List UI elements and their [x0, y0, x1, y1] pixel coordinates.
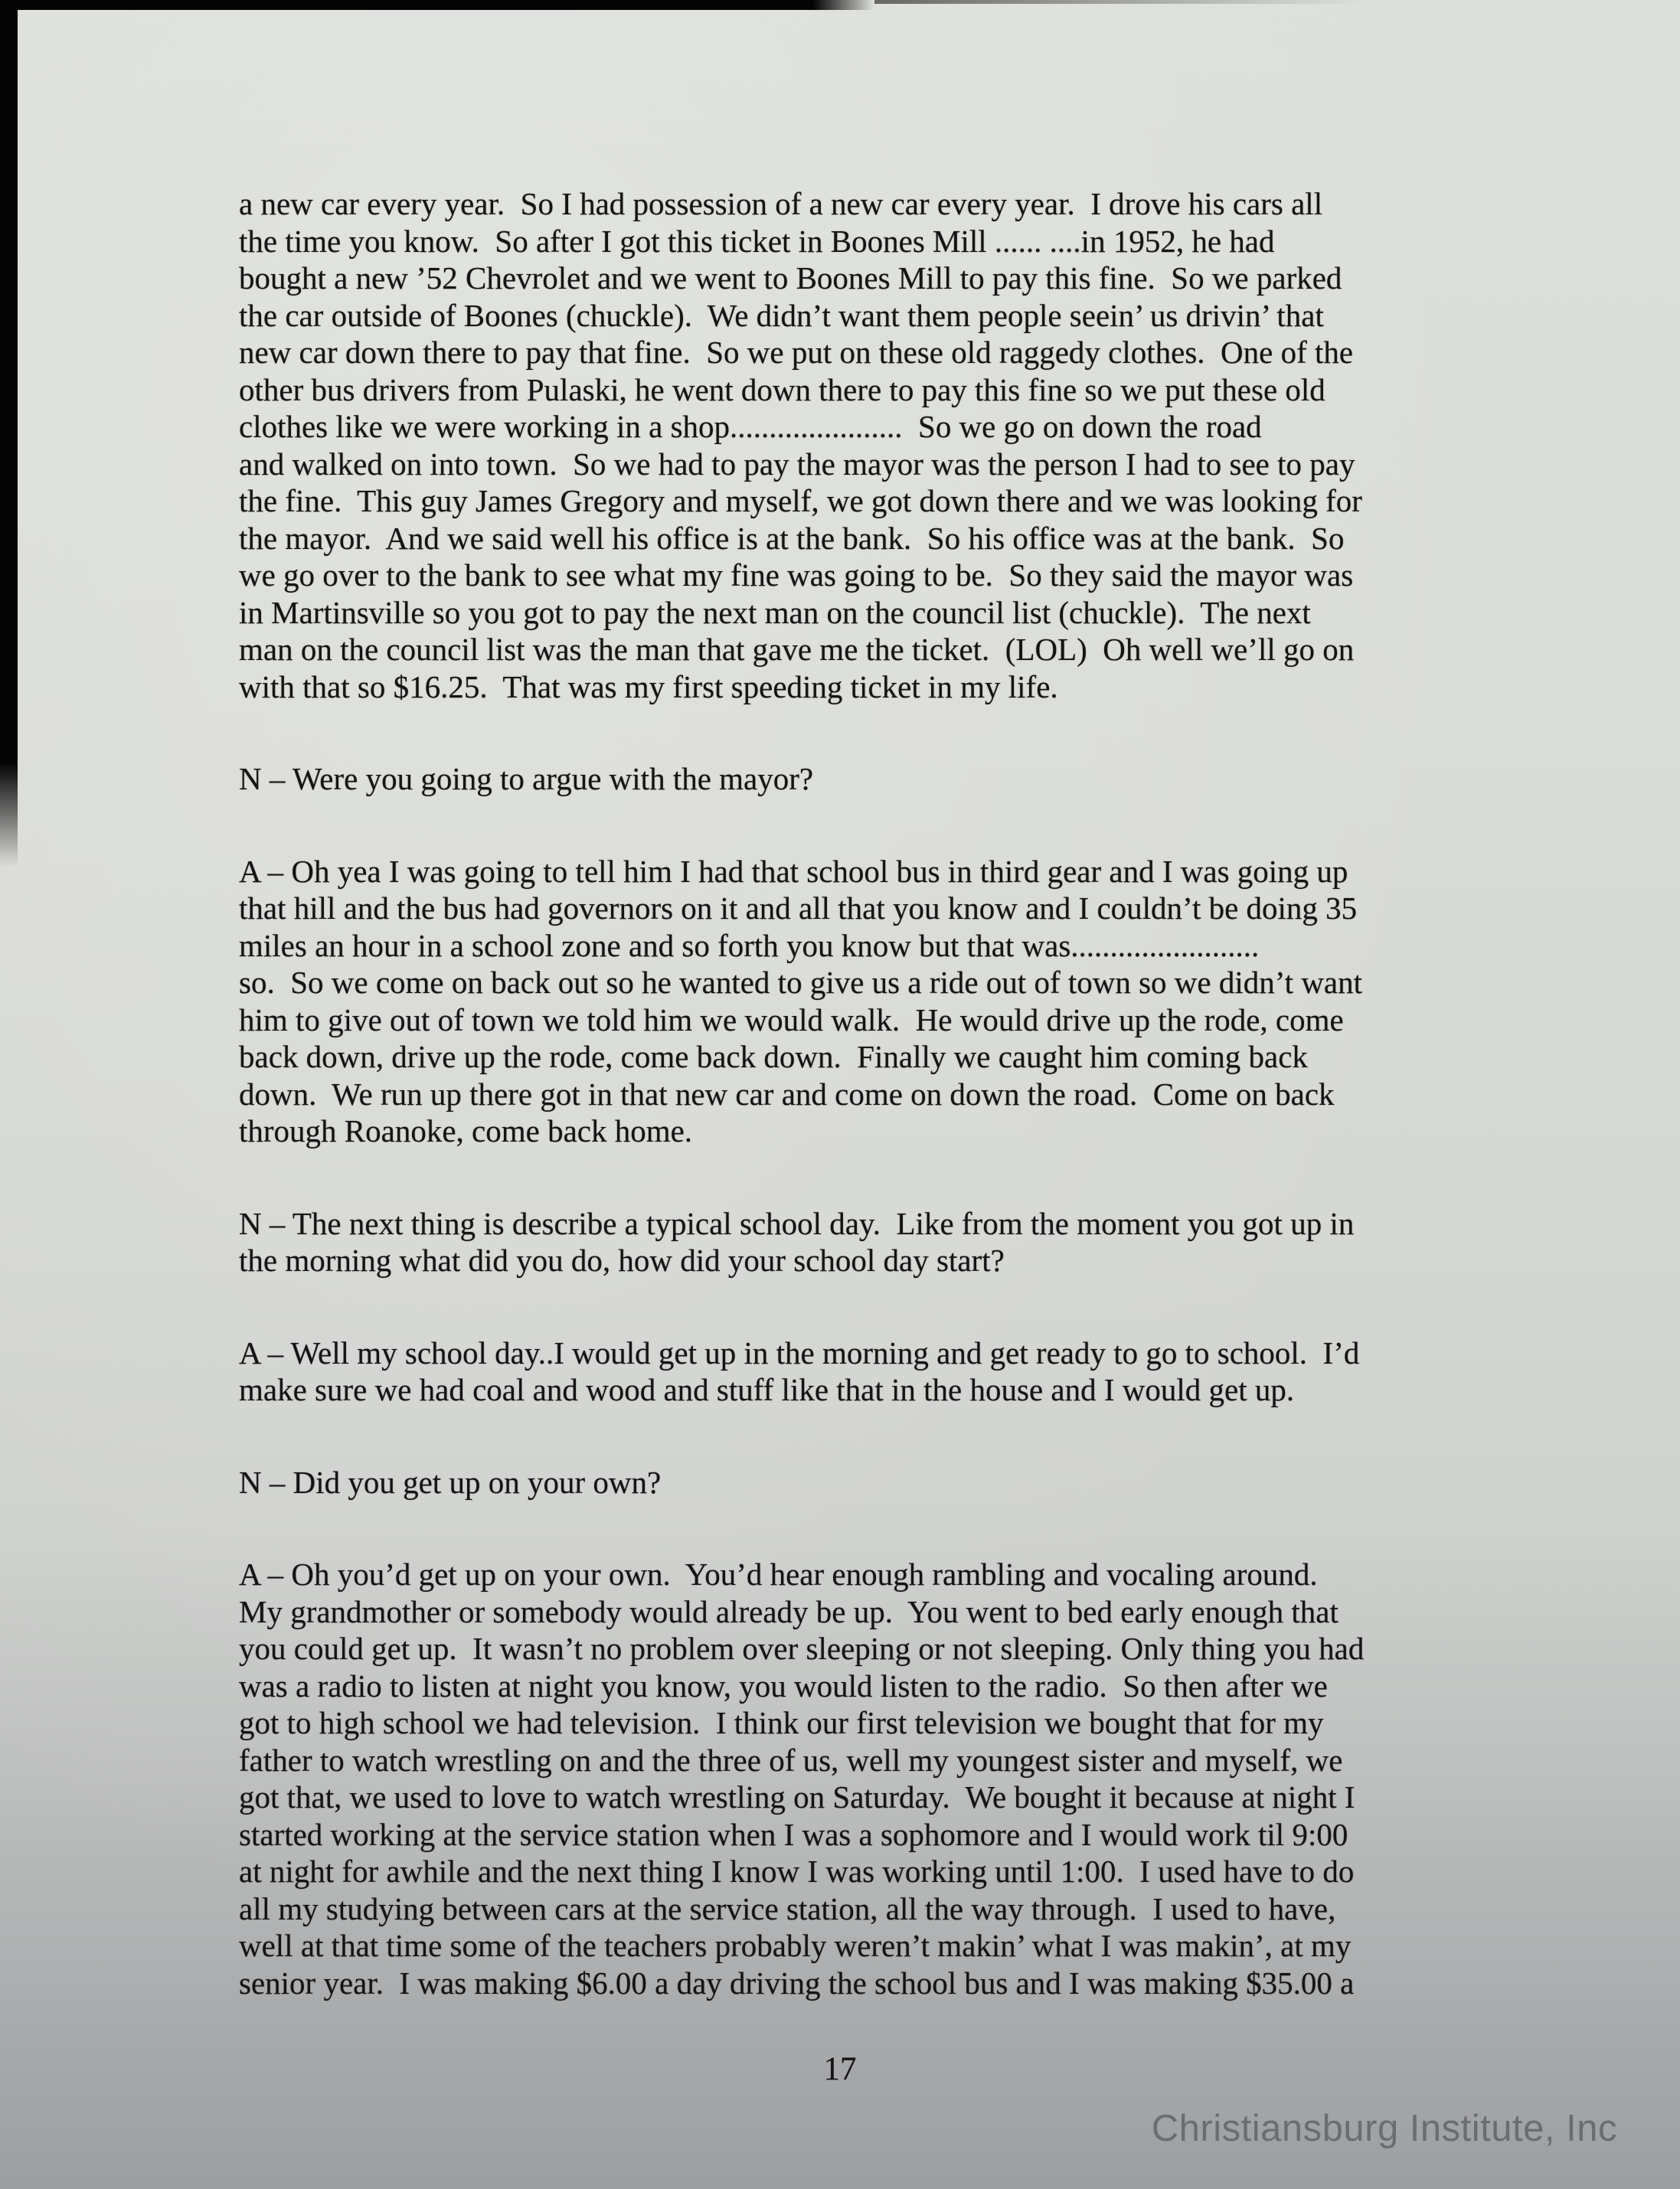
text-line: the time you know. So after I got this ticket in Boones Mill ...... ....in 1952, he had [239, 223, 1275, 259]
text-line: A – Oh yea I was going to tell him I had that school bus in third gear and I was going up [239, 853, 1348, 889]
text-line: with that so $16.25. That was my first speeding ticket in my life. [239, 668, 1058, 704]
question-argue-with-mayor [239, 760, 1541, 798]
text-line: was a radio to listen at night you know, you would listen to the radio. So then after we [239, 1668, 1328, 1704]
scan-edge-top [0, 0, 874, 10]
text-line: senior year. I was making $6.00 a day driving the school bus and I was making $35.00 a [239, 1965, 1355, 2001]
text-line: so. So we come on back out so he wanted to give us a ride out of town so we didn’t want [239, 965, 1363, 1000]
text-line: through Roanoke, come back home. [239, 1113, 693, 1148]
text-line: him to give out of town we told him we would walk. He would drive up the rode, come [239, 1001, 1344, 1037]
text-line: and walked on into town. So we had to pay the mayor was the person I had to see to pay [239, 446, 1355, 482]
text-line: back down, drive up the rode, come back down. Finally we caught him coming back [239, 1039, 1308, 1074]
text-line: N – Did you get up on your own? [239, 1464, 662, 1500]
text-line: got that, we used to love to watch wrestling on Saturday. We bought it because at night I [239, 1779, 1355, 1815]
answer-paragraph-speeding-fine [239, 185, 1541, 705]
transcript-text-block [239, 185, 1541, 2001]
text-line: miles an hour in a school zone and so forth you know but that was........................ [239, 927, 1260, 963]
text-line: well at that time some of the teachers probably weren’t makin’ what I was makin’, at my [239, 1928, 1352, 1963]
text-line: father to watch wrestling on and the three of us, well my youngest sister and myself, we [239, 1742, 1343, 1778]
text-line: down. We run up there got in that new car and come on down the road. Come on back [239, 1076, 1335, 1112]
text-line: got to high school we had television. I think our first television we bought that for my [239, 1705, 1324, 1740]
text-line: other bus drivers from Pulaski, he went down there to pay this fine so we put these old [239, 371, 1325, 407]
institute-watermark: Christiansburg Institute, Inc [1151, 2108, 1617, 2149]
question-get-up-on-your-own [239, 1464, 1541, 1501]
answer-argue-with-mayor [239, 853, 1541, 1150]
scan-edge-top-right [874, 0, 1365, 4]
text-line: you could get up. It wasn’t no problem over sleeping or not sleeping. Only thing you had [239, 1631, 1365, 1666]
text-line: started working at the service station when I was a sophomore and I would work til 9:00 [239, 1816, 1348, 1852]
text-line: make sure we had coal and wood and stuff like that in the house and I would get up. [239, 1372, 1295, 1407]
answer-typical-school-day [239, 1335, 1541, 1409]
text-line: man on the council list was the man that gave me the ticket. (LOL) Oh well we’ll go on [239, 632, 1355, 667]
text-line: new car down there to pay that fine. So we put on these old raggedy clothes. One of the [239, 335, 1354, 370]
answer-get-up-on-your-own [239, 1556, 1541, 2001]
text-line: the fine. This guy James Gregory and myself, we got down there and we was looking for [239, 483, 1362, 518]
text-line: A – Well my school day..I would get up in the morning and get ready to go to school. I’d [239, 1335, 1360, 1371]
text-line: at night for awhile and the next thing I know I was working until 1:00. I used have to do [239, 1854, 1355, 1889]
text-line: the mayor. And we said well his office is at the bank. So his office was at the bank. So [239, 520, 1345, 556]
text-line: clothes like we were working in a shop...................... So we go on down the road [239, 409, 1262, 444]
text-line: that hill and the bus had governors on it and all that you know and I couldn’t be doing 35 [239, 890, 1358, 926]
question-typical-school-day [239, 1205, 1541, 1279]
text-line: in Martinsville so you got to pay the next man on the council list (chuckle). The next [239, 594, 1311, 630]
text-line: all my studying between cars at the service station, all the way through. I used to have, [239, 1890, 1336, 1926]
text-line: a new car every year. So I had possession of a new car every year. I drove his cars all [239, 186, 1323, 221]
text-line: A – Oh you’d get up on your own. You’d hear enough rambling and vocaling around. [239, 1557, 1318, 1592]
text-line: My grandmother or somebody would already be up. You went to bed early enough that [239, 1593, 1338, 1629]
text-line: bought a new ’52 Chevrolet and we went to Boones Mill to pay this fine. So we parked [239, 260, 1342, 296]
page-number: 17 [823, 2051, 857, 2087]
text-line: the car outside of Boones (chuckle). We didn’t want them people seein’ us drivin’ that [239, 297, 1324, 333]
text-line: we go over to the bank to see what my fine was going to be. So they said the mayor was [239, 557, 1354, 593]
scan-edge-left [0, 0, 18, 867]
text-line: N – The next thing is describe a typical school day. Like from the moment you got up in [239, 1205, 1355, 1241]
text-line: N – Were you going to argue with the mayor? [239, 761, 814, 796]
text-line: the morning what did you do, how did your school day start? [239, 1243, 1005, 1278]
